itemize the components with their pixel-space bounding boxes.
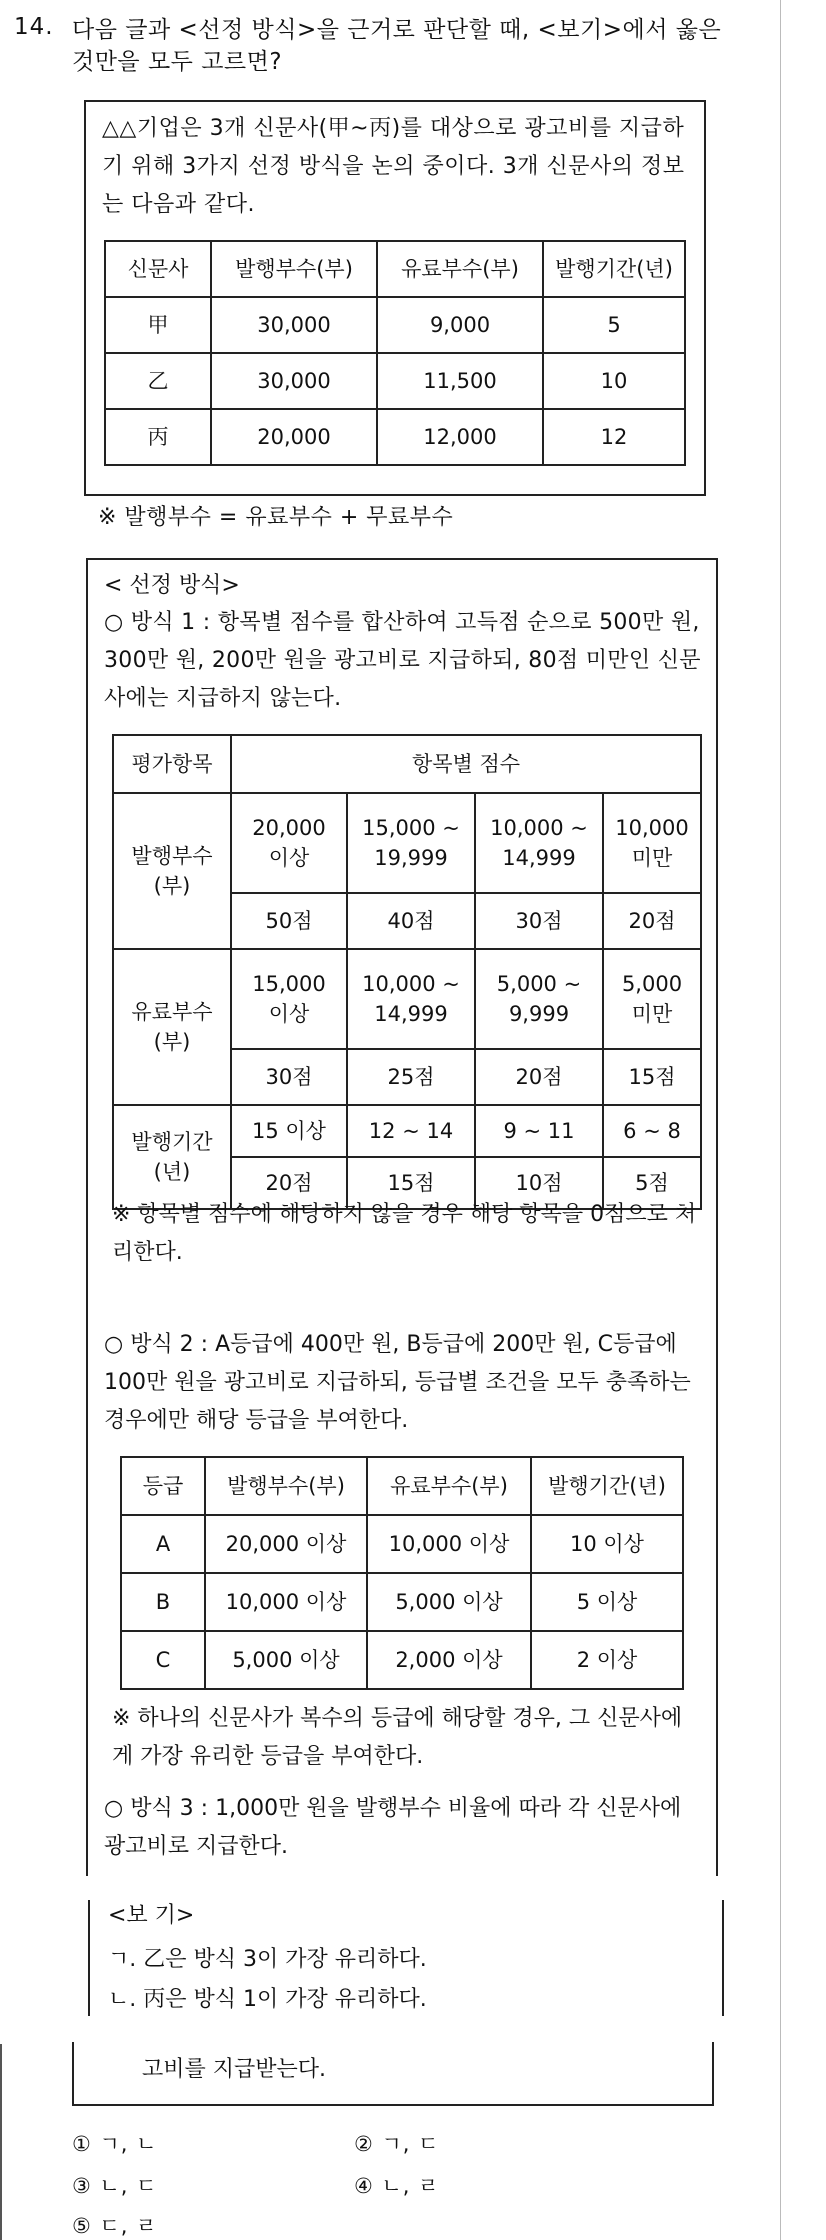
range-line: 20,000 (252, 816, 326, 840)
grade-cell: 2,000 이상 (367, 1631, 531, 1689)
grade-cell: 5 이상 (531, 1573, 683, 1631)
label-line: 발행부수 (131, 844, 213, 868)
label-line: 유료부수 (131, 1000, 213, 1024)
question-text: 다음 글과 <선정 방식>을 근거로 판단할 때, <보기>에서 옳은 것만을 모두 고르면? (72, 17, 722, 75)
page-edge-line (780, 0, 781, 2240)
score-range: 9 ~ 11 (475, 1105, 603, 1157)
score-table (112, 734, 702, 1210)
range-line: 14,999 (374, 1002, 448, 1026)
table-cell: 11,500 (377, 353, 543, 409)
range-line: 10,000 ~ (490, 816, 588, 840)
table-cell: 12 (543, 409, 685, 465)
label-line: (년) (153, 1160, 191, 1184)
score-group-label (113, 1105, 231, 1209)
table-header: 발행기간(년) (543, 241, 685, 297)
grade-cell: 5,000 이상 (205, 1631, 367, 1689)
bogi-left-border (88, 1900, 90, 2016)
choice-4[interactable]: ④ ㄴ, ㄹ (354, 2174, 440, 2198)
score-value: 20점 (603, 893, 701, 949)
score-range (231, 793, 347, 893)
table-cell: 10 (543, 353, 685, 409)
page-edge-line (0, 2044, 2, 2240)
score-value: 5점 (603, 1157, 701, 1209)
score-value: 20점 (475, 1049, 603, 1105)
question-number: 14. (14, 14, 54, 40)
table-cell: 9,000 (377, 297, 543, 353)
score-range (347, 793, 475, 893)
method2-text: ○ 방식 2 : A등급에 400만 원, B등급에 200만 원, C등급에 100만 원을 광고비로 지급하되, 등급별 조건을 모두 충족하는 경우에만 해당 등급을 부여한다. (104, 1332, 691, 1433)
table-cell: 30,000 (211, 297, 377, 353)
table-cell: 30,000 (211, 353, 377, 409)
score-range (475, 793, 603, 893)
grade-cell: C (121, 1631, 205, 1689)
bogi-label: <보 기> (108, 1903, 195, 1928)
choice-5[interactable]: ⑤ ㄷ, ㄹ (72, 2214, 158, 2238)
score-range: 15 이상 (231, 1105, 347, 1157)
label-line: (부) (153, 1030, 191, 1054)
grade-note: ※ 하나의 신문사가 복수의 등급에 해당할 경우, 그 신문사에게 가장 유리한 등급을 부여한다. (112, 1706, 683, 1769)
score-value: 50점 (231, 893, 347, 949)
table-cell: 20,000 (211, 409, 377, 465)
score-header-item: 평가항목 (113, 735, 231, 793)
choice-1[interactable]: ① ㄱ, ㄴ (72, 2132, 158, 2156)
range-line: 미만 (631, 846, 673, 870)
table-header: 유료부수(부) (377, 241, 543, 297)
score-range (603, 793, 701, 893)
grade-cell: 10,000 이상 (367, 1515, 531, 1573)
score-group-label (113, 949, 231, 1105)
range-line: 15,000 (252, 972, 326, 996)
score-range (603, 949, 701, 1049)
bogi-item: ㄱ. 乙은 방식 3이 가장 유리하다. (108, 1947, 427, 1972)
grade-table (120, 1456, 684, 1690)
grade-cell: B (121, 1573, 205, 1631)
score-range (347, 949, 475, 1049)
score-value: 15점 (603, 1049, 701, 1105)
grade-cell: 20,000 이상 (205, 1515, 367, 1573)
grade-cell: 5,000 이상 (367, 1573, 531, 1631)
bogi-item: ㄴ. 丙은 방식 1이 가장 유리하다. (108, 1987, 427, 2012)
circulation-note: ※ 발행부수 = 유료부수 + 무료부수 (98, 505, 454, 530)
score-value: 25점 (347, 1049, 475, 1105)
choice-3[interactable]: ③ ㄴ, ㄷ (72, 2174, 158, 2198)
range-line: 10,000 ~ (362, 972, 460, 996)
table-cell: 甲 (105, 297, 211, 353)
range-line: 15,000 ~ (362, 816, 460, 840)
grade-header: 발행기간(년) (531, 1457, 683, 1515)
score-value: 30점 (231, 1049, 347, 1105)
score-group-label (113, 793, 231, 949)
range-line: 5,000 ~ (496, 972, 582, 996)
newspaper-table (104, 240, 686, 466)
range-line: 9,999 (508, 1002, 570, 1026)
score-range (231, 949, 347, 1049)
table-cell: 丙 (105, 409, 211, 465)
range-line: 14,999 (502, 846, 576, 870)
score-value: 40점 (347, 893, 475, 949)
score-range: 6 ~ 8 (603, 1105, 701, 1157)
grade-header: 발행부수(부) (205, 1457, 367, 1515)
method1-text: ○ 방식 1 : 항목별 점수를 합산하여 고득점 순으로 500만 원, 300만 원, 200만 원을 광고비로 지급하되, 80점 미만인 신문사에는 지급하지 않는다. (104, 610, 701, 711)
method3-text: ○ 방식 3 : 1,000만 원을 발행부수 비율에 따라 각 신문사에 광고비로 지급한다. (104, 1796, 682, 1859)
score-note: ※ 항목별 점수에 해당하지 않을 경우 해당 항목을 0점으로 처리한다. (112, 1202, 697, 1265)
table-header: 발행부수(부) (211, 241, 377, 297)
score-range (475, 949, 603, 1049)
grade-cell: 10,000 이상 (205, 1573, 367, 1631)
grade-cell: 2 이상 (531, 1631, 683, 1689)
choice-2[interactable]: ② ㄱ, ㄷ (354, 2132, 440, 2156)
score-value: 20점 (231, 1157, 347, 1209)
score-value: 30점 (475, 893, 603, 949)
table-cell: 12,000 (377, 409, 543, 465)
intro-text: △△기업은 3개 신문사(甲~丙)를 대상으로 광고비를 지급하기 위해 3가지 선정 방식을 논의 중이다. 3개 신문사의 정보는 다음과 같다. (102, 116, 685, 217)
score-range: 12 ~ 14 (347, 1105, 475, 1157)
bogi-right-border (722, 1900, 724, 2016)
score-value: 10점 (475, 1157, 603, 1209)
grade-cell: 10 이상 (531, 1515, 683, 1573)
grade-cell: A (121, 1515, 205, 1573)
range-line: 5,000 (621, 972, 683, 996)
score-header-score: 항목별 점수 (231, 735, 701, 793)
grade-header: 유료부수(부) (367, 1457, 531, 1515)
table-header: 신문사 (105, 241, 211, 297)
partial-text: 고비를 지급받는다. (142, 2057, 327, 2082)
range-line: 이상 (268, 1002, 310, 1026)
score-value: 15점 (347, 1157, 475, 1209)
range-line: 미만 (631, 1002, 673, 1026)
selection-title: < 선정 방식> (104, 573, 240, 598)
range-line: 이상 (268, 846, 310, 870)
label-line: (부) (153, 874, 191, 898)
range-line: 10,000 (615, 816, 689, 840)
range-line: 19,999 (374, 846, 448, 870)
table-cell: 乙 (105, 353, 211, 409)
table-cell: 5 (543, 297, 685, 353)
label-line: 발행기간 (131, 1130, 213, 1154)
grade-header: 등급 (121, 1457, 205, 1515)
